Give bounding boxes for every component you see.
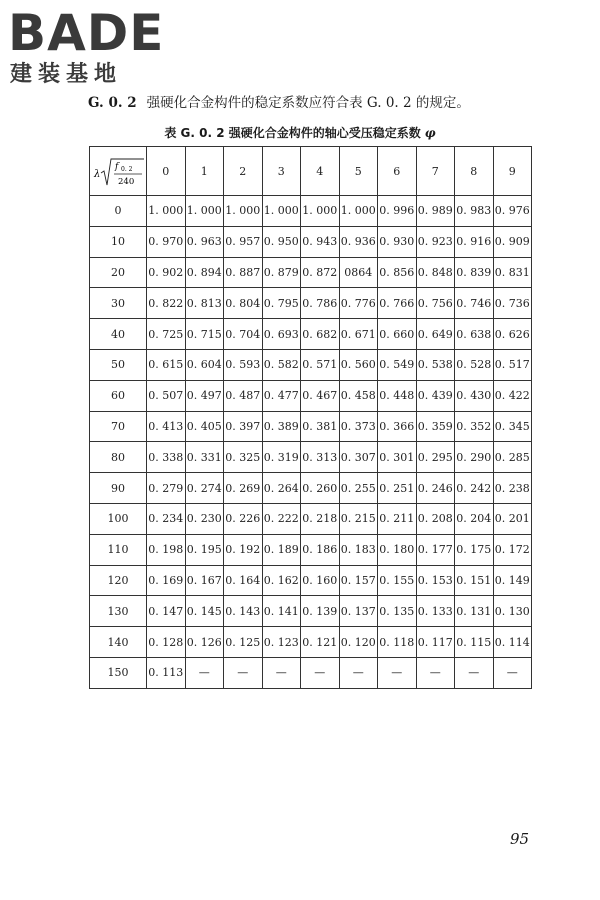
table-cell: 0. 160 — [301, 565, 340, 596]
table-cell: 0. 307 — [339, 442, 378, 473]
table-cell: 0. 715 — [185, 319, 224, 350]
table-cell: — — [224, 657, 263, 688]
page-number: 95 — [510, 830, 530, 848]
row-label: 40 — [90, 319, 147, 350]
table-cell: 0. 448 — [378, 380, 417, 411]
row-label: 60 — [90, 380, 147, 411]
row-label: 70 — [90, 411, 147, 442]
logo-wordmark — [8, 4, 165, 62]
table-row — [90, 565, 532, 596]
table-cell: 0. 970 — [147, 226, 186, 257]
table-cell: 0. 172 — [493, 534, 532, 565]
table-cell: 0. 133 — [416, 596, 455, 627]
table-cell: 0. 141 — [262, 596, 301, 627]
table-cell: 0. 147 — [147, 596, 186, 627]
table-cell: 0. 582 — [262, 349, 301, 380]
brand-logo — [8, 4, 178, 88]
table-cell: 0. 359 — [416, 411, 455, 442]
row-label: 140 — [90, 627, 147, 658]
table-cell: 0. 887 — [224, 257, 263, 288]
table-cell: 0. 766 — [378, 288, 417, 319]
table-caption — [0, 124, 600, 141]
table-cell: 0. 290 — [455, 442, 494, 473]
table-cell: 0. 923 — [416, 226, 455, 257]
table-cell: 0. 186 — [301, 534, 340, 565]
table-cell: 0. 113 — [147, 657, 186, 688]
table-row — [90, 196, 532, 227]
table-cell: 0. 175 — [455, 534, 494, 565]
table-cell: 0. 195 — [185, 534, 224, 565]
table-cell: 0. 902 — [147, 257, 186, 288]
table-cell: 0. 167 — [185, 565, 224, 596]
table-cell: — — [339, 657, 378, 688]
table-row — [90, 257, 532, 288]
table-cell: 0. 164 — [224, 565, 263, 596]
table-cell: 0. 615 — [147, 349, 186, 380]
table-cell: — — [378, 657, 417, 688]
table-row — [90, 503, 532, 534]
table-cell: 0. 813 — [185, 288, 224, 319]
table-cell: 1. 000 — [185, 196, 224, 227]
column-header: 8 — [455, 147, 494, 196]
table-cell: 0. 215 — [339, 503, 378, 534]
table-cell: 0. 274 — [185, 473, 224, 504]
table-cell: 0. 497 — [185, 380, 224, 411]
table-cell: 1. 000 — [224, 196, 263, 227]
table-cell: 0. 704 — [224, 319, 263, 350]
table-cell: 0. 135 — [378, 596, 417, 627]
table-cell: 0. 804 — [224, 288, 263, 319]
table-cell: 0. 693 — [262, 319, 301, 350]
row-label: 120 — [90, 565, 147, 596]
table-cell: 0. 255 — [339, 473, 378, 504]
table-cell: 0. 242 — [455, 473, 494, 504]
table-cell: 0. 123 — [262, 627, 301, 658]
table-cell: 0. 405 — [185, 411, 224, 442]
table-cell: 0. 352 — [455, 411, 494, 442]
table-cell: 0. 319 — [262, 442, 301, 473]
column-header: 9 — [493, 147, 532, 196]
table-cell: 0. 285 — [493, 442, 532, 473]
table-cell: 0. 260 — [301, 473, 340, 504]
table-cell: 1. 000 — [147, 196, 186, 227]
table-cell: 0. 157 — [339, 565, 378, 596]
row-label: 10 — [90, 226, 147, 257]
table-row — [90, 534, 532, 565]
table-cell: 0. 936 — [339, 226, 378, 257]
table-cell: 0. 795 — [262, 288, 301, 319]
table-cell: 0. 118 — [378, 627, 417, 658]
table-cell: 0. 649 — [416, 319, 455, 350]
table-cell: 0. 198 — [147, 534, 186, 565]
table-cell: 0. 115 — [455, 627, 494, 658]
table-cell: 0. 517 — [493, 349, 532, 380]
table-cell: 0. 151 — [455, 565, 494, 596]
table-cell: — — [185, 657, 224, 688]
table-cell: 0. 487 — [224, 380, 263, 411]
table-cell: 0. 943 — [301, 226, 340, 257]
table-cell: 0. 963 — [185, 226, 224, 257]
table-cell: 0. 822 — [147, 288, 186, 319]
column-header: 3 — [262, 147, 301, 196]
table-cell: — — [301, 657, 340, 688]
formula-subscript: 0. 2 — [121, 166, 133, 173]
table-cell: 0. 671 — [339, 319, 378, 350]
table-cell: 0. 560 — [339, 349, 378, 380]
table-cell: 0864 — [339, 257, 378, 288]
table-cell: — — [262, 657, 301, 688]
column-header: 1 — [185, 147, 224, 196]
row-label: 100 — [90, 503, 147, 534]
table-cell: 0. 976 — [493, 196, 532, 227]
table-cell: 0. 204 — [455, 503, 494, 534]
table-cell: 0. 226 — [224, 503, 263, 534]
table-cell: 0. 373 — [339, 411, 378, 442]
table-cell: 0. 831 — [493, 257, 532, 288]
table-cell: 0. 430 — [455, 380, 494, 411]
table-cell: 0. 264 — [262, 473, 301, 504]
table-cell: 0. 169 — [147, 565, 186, 596]
table-cell: 0. 131 — [455, 596, 494, 627]
table-cell: 0. 756 — [416, 288, 455, 319]
table-row — [90, 349, 532, 380]
table-cell: 0. 153 — [416, 565, 455, 596]
table-header-row — [90, 147, 532, 196]
table-cell: 0. 192 — [224, 534, 263, 565]
table-cell: 0. 776 — [339, 288, 378, 319]
table-cell: 0. 145 — [185, 596, 224, 627]
table-cell: — — [416, 657, 455, 688]
table-row — [90, 473, 532, 504]
formula-denominator: 240 — [118, 177, 135, 187]
column-header: 6 — [378, 147, 417, 196]
table-cell: 0. 957 — [224, 226, 263, 257]
table-caption-symbol: φ — [424, 126, 436, 140]
table-cell: 0. 279 — [147, 473, 186, 504]
table-row — [90, 411, 532, 442]
table-cell: 0. 230 — [185, 503, 224, 534]
table-cell: 0. 397 — [224, 411, 263, 442]
table-cell: 0. 234 — [147, 503, 186, 534]
table-cell: 0. 325 — [224, 442, 263, 473]
intro-text: 强硬化合金构件的稳定系数应符合表 G. 0. 2 的规定。 — [146, 95, 470, 111]
table-cell: 0. 458 — [339, 380, 378, 411]
table-cell: 0. 467 — [301, 380, 340, 411]
table-cell: 0. 996 — [378, 196, 417, 227]
table-cell: 0. 848 — [416, 257, 455, 288]
row-label: 150 — [90, 657, 147, 688]
table-cell: 0. 313 — [301, 442, 340, 473]
table-cell: 0. 295 — [416, 442, 455, 473]
table-row — [90, 319, 532, 350]
table-row — [90, 380, 532, 411]
table-cell: 0. 682 — [301, 319, 340, 350]
table-cell: 0. 725 — [147, 319, 186, 350]
table-cell: 0. 746 — [455, 288, 494, 319]
table-cell: 0. 177 — [416, 534, 455, 565]
table-row — [90, 226, 532, 257]
row-label: 110 — [90, 534, 147, 565]
table-cell: 0. 126 — [185, 627, 224, 658]
table-cell: 0. 238 — [493, 473, 532, 504]
logo-subtitle: 建装基地 — [10, 62, 123, 87]
table-cell: 0. 149 — [493, 565, 532, 596]
table-cell: 0. 839 — [455, 257, 494, 288]
table-row — [90, 627, 532, 658]
table-cell: 0. 189 — [262, 534, 301, 565]
table-cell: 0. 345 — [493, 411, 532, 442]
table-cell: 0. 549 — [378, 349, 417, 380]
table-cell: 0. 366 — [378, 411, 417, 442]
table-cell: 0. 736 — [493, 288, 532, 319]
table-cell: 0. 930 — [378, 226, 417, 257]
table-cell: 0. 114 — [493, 627, 532, 658]
table-cell: 0. 128 — [147, 627, 186, 658]
row-label: 30 — [90, 288, 147, 319]
table-row — [90, 288, 532, 319]
table-cell: 0. 389 — [262, 411, 301, 442]
table-cell: 0. 507 — [147, 380, 186, 411]
table-cell: 0. 856 — [378, 257, 417, 288]
table-cell: 0. 120 — [339, 627, 378, 658]
table-cell: 0. 218 — [301, 503, 340, 534]
intro-paragraph — [88, 94, 470, 112]
stability-coefficient-table — [89, 146, 532, 689]
table-cell: 0. 950 — [262, 226, 301, 257]
column-header: 0 — [147, 147, 186, 196]
table-cell: 0. 137 — [339, 596, 378, 627]
table-cell: 0. 381 — [301, 411, 340, 442]
table-cell: 0. 916 — [455, 226, 494, 257]
table-cell: 0. 909 — [493, 226, 532, 257]
row-label: 80 — [90, 442, 147, 473]
table-cell: 0. 117 — [416, 627, 455, 658]
column-header: 2 — [224, 147, 263, 196]
table-cell: 0. 604 — [185, 349, 224, 380]
table-cell: 0. 528 — [455, 349, 494, 380]
logo-brand: BADE — [8, 4, 165, 62]
table-cell: 0. 894 — [185, 257, 224, 288]
corner-cell — [90, 147, 147, 196]
table-cell: 1. 000 — [339, 196, 378, 227]
table-cell: 0. 139 — [301, 596, 340, 627]
table-cell: 0. 593 — [224, 349, 263, 380]
table-cell: 0. 121 — [301, 627, 340, 658]
intro-clause-number: G. 0. 2 — [88, 95, 137, 111]
table-cell: 0. 162 — [262, 565, 301, 596]
table-cell: 0. 413 — [147, 411, 186, 442]
table-cell: 0. 872 — [301, 257, 340, 288]
table-cell: 0. 180 — [378, 534, 417, 565]
table-cell: 0. 183 — [339, 534, 378, 565]
table-cell: 0. 571 — [301, 349, 340, 380]
formula-numerator: f — [115, 162, 119, 172]
table-cell: 0. 989 — [416, 196, 455, 227]
table-cell: 0. 338 — [147, 442, 186, 473]
table-cell: 0. 301 — [378, 442, 417, 473]
table-cell: 0. 143 — [224, 596, 263, 627]
row-label: 130 — [90, 596, 147, 627]
table-row — [90, 442, 532, 473]
row-label: 20 — [90, 257, 147, 288]
table-cell: 0. 211 — [378, 503, 417, 534]
table-cell: — — [493, 657, 532, 688]
table-cell: 0. 422 — [493, 380, 532, 411]
table-cell: 0. 251 — [378, 473, 417, 504]
row-label: 0 — [90, 196, 147, 227]
table-cell: 0. 201 — [493, 503, 532, 534]
table-cell: 0. 269 — [224, 473, 263, 504]
column-header: 4 — [301, 147, 340, 196]
column-header: 5 — [339, 147, 378, 196]
table-cell: 0. 246 — [416, 473, 455, 504]
table-cell: 1. 000 — [301, 196, 340, 227]
row-label: 50 — [90, 349, 147, 380]
table-cell: 0. 626 — [493, 319, 532, 350]
slenderness-formula — [90, 147, 146, 195]
table-cell: 0. 125 — [224, 627, 263, 658]
table-cell: 0. 331 — [185, 442, 224, 473]
table-row — [90, 657, 532, 688]
column-header: 7 — [416, 147, 455, 196]
table-cell: 0. 660 — [378, 319, 417, 350]
table-cell: 0. 983 — [455, 196, 494, 227]
table-cell: 0. 538 — [416, 349, 455, 380]
table-cell: 0. 439 — [416, 380, 455, 411]
table-cell: 0. 786 — [301, 288, 340, 319]
lambda-symbol: λ — [94, 169, 101, 180]
table-cell: 0. 477 — [262, 380, 301, 411]
table-cell: 0. 879 — [262, 257, 301, 288]
table-cell: 0. 155 — [378, 565, 417, 596]
table-cell: 0. 208 — [416, 503, 455, 534]
table-row — [90, 596, 532, 627]
table-caption-text: 表 G. 0. 2 强硬化合金构件的轴心受压稳定系数 — [164, 126, 421, 140]
row-label: 90 — [90, 473, 147, 504]
table-cell: — — [455, 657, 494, 688]
table-cell: 0. 638 — [455, 319, 494, 350]
table-cell: 0. 222 — [262, 503, 301, 534]
table-cell: 1. 000 — [262, 196, 301, 227]
table-cell: 0. 130 — [493, 596, 532, 627]
